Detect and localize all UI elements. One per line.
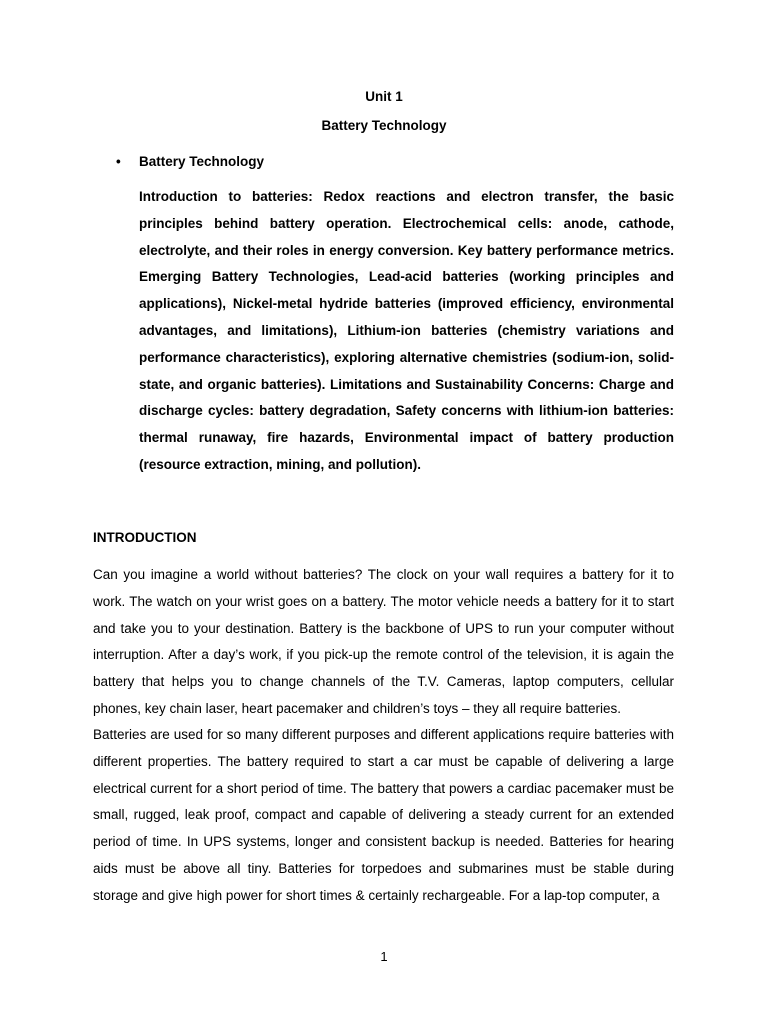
bullet-label: Battery Technology [139, 154, 265, 169]
unit-title: Unit 1 [365, 89, 403, 104]
introduction-heading: INTRODUCTION [93, 530, 197, 545]
outline-bullet-item [116, 153, 264, 171]
introduction-paragraph-2: Batteries are used for so many different purposes and different applications require batteries with different properties. The battery required to start a car must be capable of delivering a large electrical current for a short period of time. The battery that powers a cardiac pacemaker must be small, rugged, leak proof, compact and capable of delivering a steady current for an extended period of time. In UPS systems, longer and consistent backup is needed. Batteries for hearing aids must be above all tiny. Batteries for torpedoes and submarines must be stable during storage and give high power for short times & certainly rechargeable. For a lap-top computer, a [93, 727, 674, 903]
syllabus-paragraph: Introduction to batteries: Redox reactions and electron transfer, the basic principles behind battery operation. Electrochemical cells: anode, cathode, electrolyte, and their roles in energy conversion. Key battery performance metrics. Emerging Battery Technologies, Lead-acid batteries (working principles and applications), Nickel-metal hydride batteries (improved efficiency, environmental advantages, and limitations), Lithium-ion batteries (chemistry variations and performance characteristics), exploring alternative chemistries (sodium-ion, solid-state, and organic batteries). Limitations and Sustainability Concerns: Charge and discharge cycles: battery degradation, Safety concerns with lithium-ion batteries: thermal runaway, fire hazards, Environmental impact of battery production (resource extraction, mining, and pollution). [139, 189, 674, 472]
page-number: 1 [380, 949, 388, 964]
document-title: Battery Technology [321, 118, 447, 133]
bullet-marker: • [116, 154, 121, 169]
introduction-paragraph-1: Can you imagine a world without batteries? The clock on your wall requires a battery for it to work. The watch on your wrist goes on a battery. The motor vehicle needs a battery for it to start and take you to your destination. Battery is the backbone of UPS to run your computer without interruption. After a day’s work, if you pick-up the remote control of the television, it is again the battery that helps you to change channels of the T.V. Cameras, laptop computers, cellular phones, key chain laser, heart pacemaker and children’s toys – they all require batteries. [93, 567, 674, 716]
